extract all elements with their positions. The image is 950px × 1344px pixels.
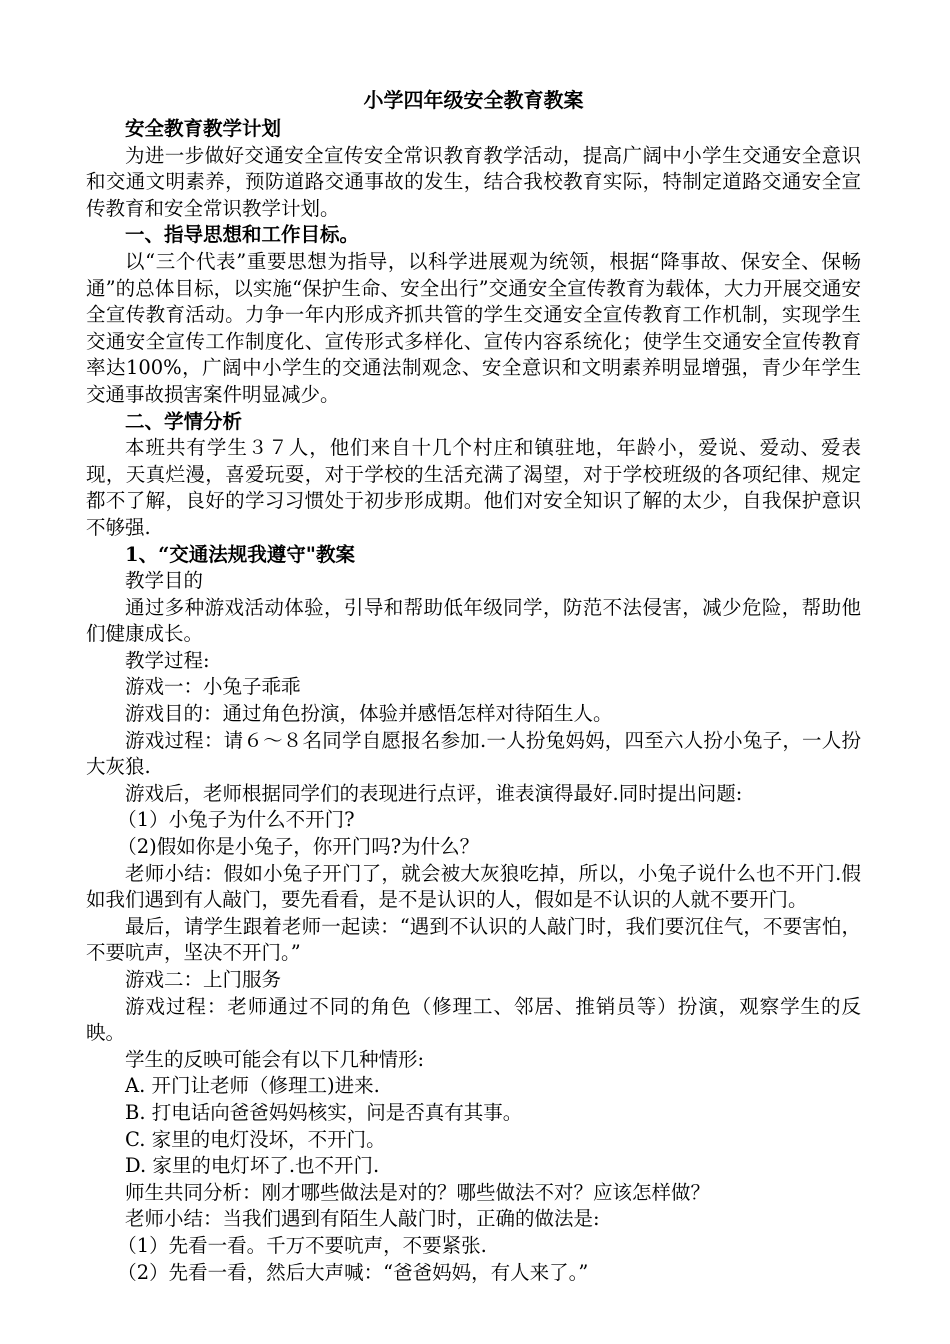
question-2: （2)假如你是小兔子，你开门吗?为什么？ (117, 835, 480, 859)
after-game-paragraph: 游戏后，老师根据同学们的表现进行点评，谁表演得最好.同时提出问题: (125, 781, 743, 805)
game2-title: 游戏二：上门服务 (125, 968, 282, 991)
goal-label: 教学目的 (125, 569, 204, 593)
paragraph-guiding-ideology: 以“三个代表”重要思想为指导，以科学进展观为统领，根据“降事故、保安全、保畅通”的总体目标，以实施“保护生命、安全出行”交通安全宣传教育为载体，大力开展交通安全宣传教育活动。力争一年内形成齐抓共管的学生交通安全宣传教育工作机制，实现学生交通安全宣传工作制度化、宣传形式多样化、宣传内容系统化；使学生交通安全宣传教育率达100%，广阔中小学生的交通法制观念、安全意识和文明素养明显增强，青少年学生交通事故损害案件明显减少。 (86, 249, 861, 406)
goal-paragraph: 通过多种游戏活动体验，引导和帮助低年级同学，防范不法侵害，减少危险，帮助他们健康成长。 (86, 595, 861, 646)
reaction-c: C. 家里的电灯没坏，不开门。 (125, 1127, 386, 1151)
document-body (86, 84, 861, 1286)
paragraph-student-analysis: 本班共有学生３７人，他们来自十几个村庄和镇驻地，年龄小，爱说、爱动、爱表现，天真烂漫，喜爱玩耍，对于学校的生活充满了渴望，对于学校班级的各项纪律、规定都不了解，良好的学习习惯处于初步形成期。他们对安全知识了解的太少，自我保护意识不够强. (86, 436, 861, 539)
intro-paragraph: 为进一步做好交通安全宣传安全常识教育教学活动，提高广阔中小学生交通安全意识和交通文明素养，预防道路交通事故的发生，结合我校教育实际，特制定道路交通安全宣传教育和安全常识教学计划。 (86, 143, 861, 220)
process-label: 教学过程: (125, 648, 210, 672)
question-1: （1）小兔子为什么不开门? (117, 808, 355, 832)
heading-student-analysis: 二、学情分析 (125, 409, 243, 433)
document-title: 小学四年级安全教育教案 (363, 88, 584, 112)
step-2: （2）先看一看，然后大声喊：“爸爸妈妈，有人来了。” (117, 1260, 589, 1284)
reaction-d: D. 家里的电灯坏了.也不开门. (125, 1154, 380, 1178)
heading-lesson-plan: 1、“交通法规我遵守"教案 (125, 542, 355, 566)
finally-paragraph: 最后，请学生跟着老师一起读：“遇到不认识的人敲门时，我们要沉住气，不要害怕，不要吭声，坚决不开门。” (86, 914, 861, 965)
section-heading: 安全教育教学计划 (125, 117, 282, 140)
teacher-summary-1: 老师小结：假如小兔子开门了，就会被大灰狼吃掉，所以，小兔子说什么也不开门.假如我们遇到有人敲门，要先看看，是不是认识的人，假如是不认识的人就不要开门。 (86, 861, 861, 912)
teacher-summary-2: 老师小结：当我们遇到有陌生人敲门时，正确的做法是: (125, 1207, 600, 1231)
reaction-a: A. 开门让老师（修理工)进来. (125, 1074, 380, 1098)
game1-process: 游戏过程：请６～８名同学自愿报名参加.一人扮兔妈妈，四至六人扮小兔子，一人扮大灰狼. (86, 728, 861, 779)
game2-process: 游戏过程：老师通过不同的角色（修理工、邻居、推销员等）扮演，观察学生的反映。 (86, 994, 861, 1045)
reaction-b: B. 打电话向爸爸妈妈核实，问是否真有其事。 (125, 1100, 523, 1124)
reactions-intro: 学生的反映可能会有以下几种情形: (125, 1047, 425, 1071)
heading-guiding-ideology: 一、指导思想和工作目标。 (125, 223, 360, 247)
game1-title: 游戏一：小兔子乖乖 (125, 675, 301, 699)
game1-goal: 游戏目的：通过角色扮演，体验并感悟怎样对待陌生人。 (125, 702, 613, 726)
joint-analysis: 师生共同分析：刚才哪些做法是对的？哪些做法不对？应该怎样做？ (125, 1180, 711, 1204)
step-1: （1）先看一看。千万不要吭声，不要紧张. (117, 1233, 487, 1257)
